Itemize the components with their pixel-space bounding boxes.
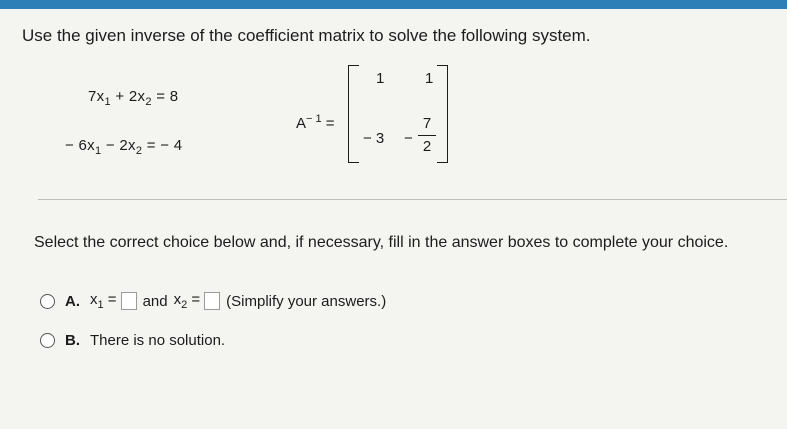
matrix-cell-2-2-fraction <box>418 114 436 157</box>
matrix-cell-1-2: 1 <box>425 70 434 87</box>
x1-label: $x_1$ = <box>90 291 117 311</box>
fraction-bar <box>418 135 436 136</box>
equation-2: − $6x_1 - 2x_2$ = − 4 <box>65 137 183 157</box>
and-text: and <box>142 292 168 310</box>
x2-answer-box[interactable] <box>204 292 220 310</box>
x1-answer-box[interactable] <box>121 292 137 310</box>
fraction-denominator: 2 <box>422 138 432 156</box>
matrix-cell-2-2-sign: − <box>404 130 413 147</box>
fraction-numerator: 7 <box>422 115 432 132</box>
choice-b[interactable] <box>40 332 225 349</box>
x2-label: $x_2$ = <box>173 291 201 311</box>
top-accent-bar <box>0 0 787 9</box>
matrix-cell-1-1: 1 <box>376 70 385 87</box>
matrix-left-bracket <box>348 65 359 163</box>
choice-prompt: Select the correct choice below and, if necessary, fill in the answer boxes to complete your choice. <box>34 234 729 251</box>
section-divider <box>38 199 787 200</box>
choice-a-letter: A. <box>65 292 80 310</box>
choice-b-letter: B. <box>65 332 80 349</box>
inverse-matrix-label: $A^{- 1}$ = <box>296 113 335 132</box>
matrix-cell-2-1: − 3 <box>363 130 385 147</box>
equation-1: $7x_1 + 2x_2 = 8$ <box>88 88 179 108</box>
matrix-right-bracket <box>437 65 448 163</box>
simplify-note: (Simplify your answers.) <box>226 292 387 310</box>
choice-a-radio[interactable] <box>40 294 55 309</box>
question-instruction: Use the given inverse of the coefficient matrix to solve the following system. <box>22 26 591 45</box>
choice-a[interactable] <box>40 291 386 311</box>
choice-b-text: There is no solution. <box>90 332 226 349</box>
choice-b-radio[interactable] <box>40 333 55 348</box>
